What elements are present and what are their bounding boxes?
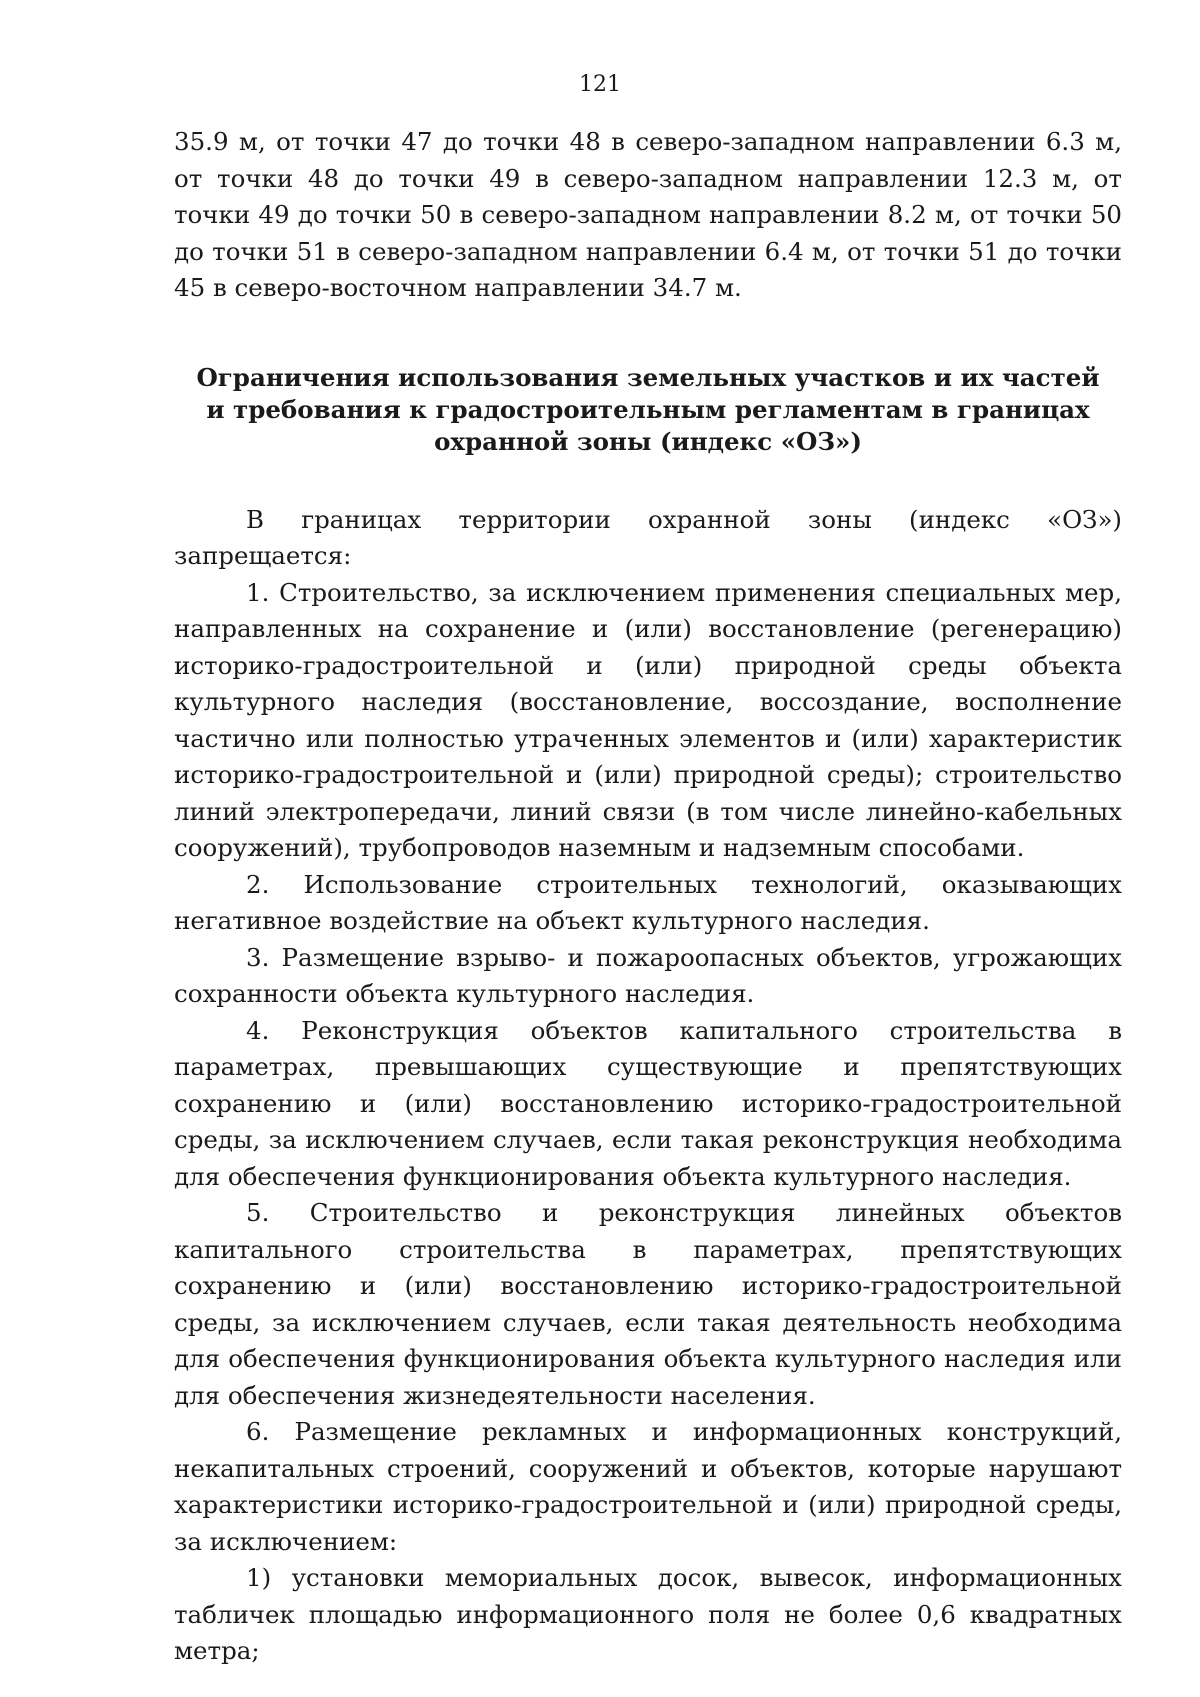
list-item: 4. Реконструкция объектов капитального строительства в параметрах, превышающих существующие и препятствующих сохранению и (или) восстановлению историко-градостроительной среды, за исключением случаев, если такая реконструкция необходима для обеспечения функционирования объекта культурного наследия. xyxy=(174,1015,1122,1191)
section-heading xyxy=(174,362,1122,458)
list-item: 6. Размещение рекламных и информационных конструкций, некапитальных строений, сооружений и объектов, которые нарушают характеристики историко-градостроительной и (или) природной среды, за исключением: xyxy=(174,1417,1122,1556)
page-content xyxy=(174,124,1122,1670)
list-item: 1. Строительство, за исключением применения специальных мер, направленных на сохранение и (или) восстановление (регенерацию) историко-градостроительной и (или) природной среды объекта культурного наследия (восстановление, воссоздание, восполнение частично или полностью утраченных элементов и (или) характеристик историко-градостроительной и (или) природной среды); строительство линий электропередачи, линий связи (в том числе линейно-кабельных сооружений), трубопроводов наземным и надземным способами. xyxy=(174,577,1122,862)
section-heading-line: Ограничения использования земельных участков и их частей xyxy=(196,362,1100,392)
section-heading-line: и требования к градостроительным регламентам в границах xyxy=(206,394,1090,424)
section-heading-line: охранной зоны (индекс «ОЗ») xyxy=(434,426,862,456)
list-item: 5. Строительство и реконструкция линейных объектов капитального строительства в параметрах, препятствующих сохранению и (или) восстановлению историко-градостроительной среды, за исключением случаев, если такая деятельность необходима для обеспечения функционирования объекта культурного наследия или для обеспечения жизнедеятельности населения. xyxy=(174,1198,1122,1410)
lead-paragraph: В границах территории охранной зоны (индекс «ОЗ») запрещается: xyxy=(174,504,1122,570)
intro-paragraph: 35.9 м, от точки 47 до точки 48 в северо-западном направлении 6.3 м, от точки 48 до точки 49 в северо-западном направлении 12.3 м, от точки 49 до точки 50 в северо-западном направлении 8.2 м, от точки 50 до точки 51 в северо-западном направлении 6.4 м, от точки 51 до точки 45 в северо-восточном направлении 34.7 м. xyxy=(174,127,1122,302)
sub-list-item: 1) установки мемориальных досок, вывесок, информационных табличек площадью информационного поля не более 0,6 квадратных метра; xyxy=(174,1563,1122,1665)
page-number: 121 xyxy=(579,72,621,97)
list-item: 2. Использование строительных технологий, оказывающих негативное воздействие на объект культурного наследия. xyxy=(174,869,1122,935)
list-item: 3. Размещение взрыво- и пожароопасных объектов, угрожающих сохранности объекта культурного наследия. xyxy=(174,942,1122,1008)
